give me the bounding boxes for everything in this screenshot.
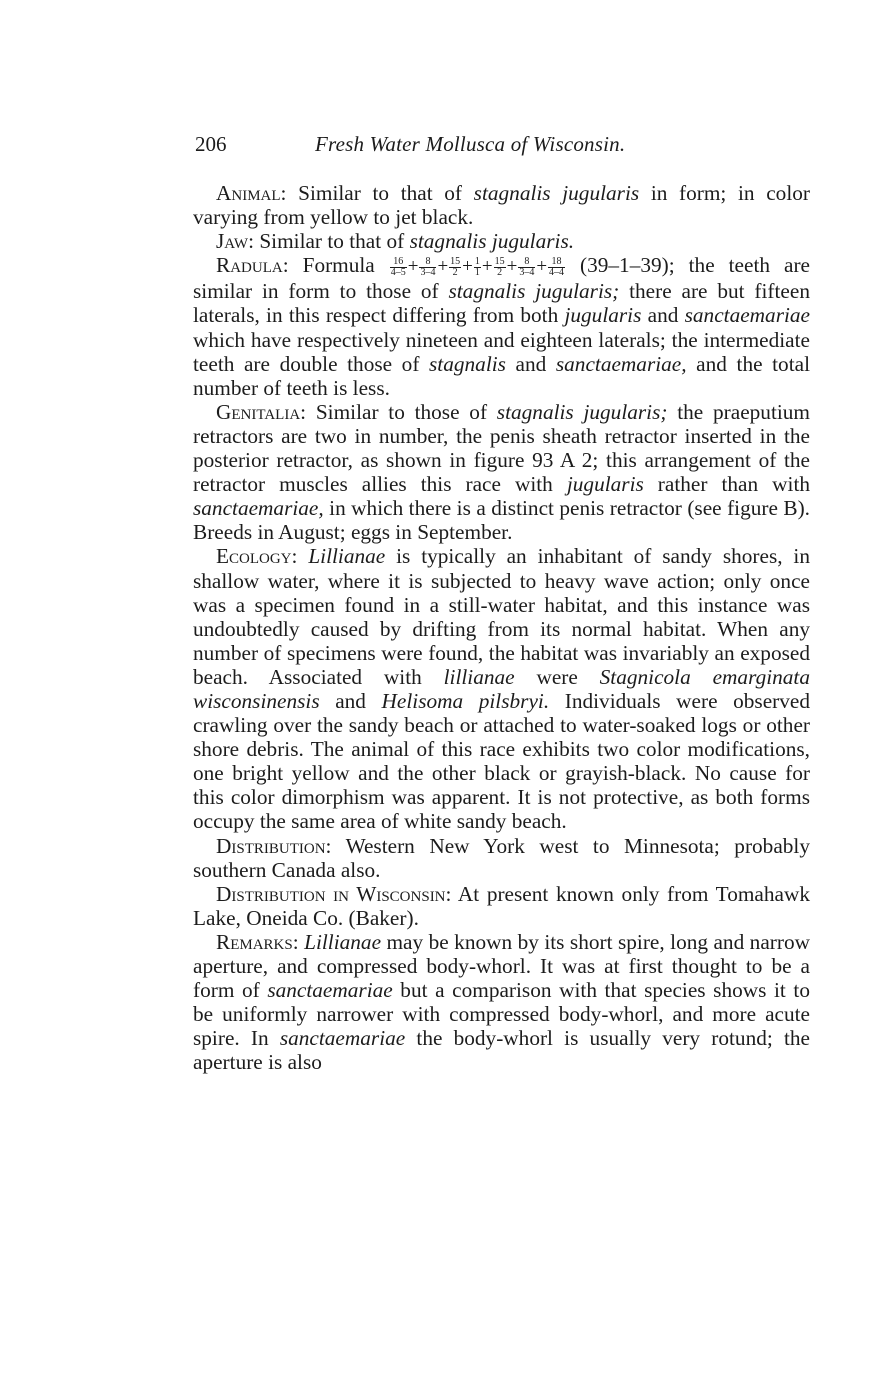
italic-term: jugularis bbox=[566, 472, 644, 497]
fraction-numerator: 18 bbox=[548, 257, 565, 268]
text-segment: Individuals were observed crawling over the sandy beach or attached to water-soaked logs or other shore debris. The animal of this race exhibits two color modifications, one bright yellow and the other black or grayish-black. No cause for this color dimorphism was apparent. It is not protective, as both forms occupy the same area of white sandy beach. bbox=[193, 688, 810, 834]
fraction-denominator: 4–5 bbox=[390, 266, 406, 278]
radula-formula bbox=[389, 253, 566, 277]
paragraph-ecology bbox=[193, 544, 810, 833]
text-segment: Similar to those of bbox=[306, 399, 497, 424]
fraction-numerator: 8 bbox=[419, 257, 436, 268]
italic-term: sanctaemariae bbox=[267, 978, 393, 1003]
formula-fraction bbox=[494, 257, 506, 278]
formula-fraction bbox=[390, 257, 407, 278]
text-segment: the teeth are similar in form to those of bbox=[193, 253, 810, 304]
heading-ecology: Ecology: bbox=[216, 544, 298, 569]
text-segment: Similar to that of bbox=[286, 181, 474, 205]
text-segment: and the total number of teeth is less. bbox=[193, 351, 810, 400]
italic-term: stagnalis jugularis; bbox=[496, 399, 668, 424]
italic-term: stagnalis jugularis bbox=[473, 181, 640, 205]
paragraph-genitalia bbox=[193, 400, 810, 545]
fraction-denominator: 1 bbox=[474, 266, 480, 278]
heading-distribution-wisconsin: Distribution in Wisconsin: bbox=[216, 881, 452, 906]
fraction-numerator: 16 bbox=[390, 257, 407, 268]
heading-distribution: Distribution: bbox=[216, 833, 332, 858]
text-segment: and bbox=[319, 688, 382, 713]
italic-term: stagnalis jugularis; bbox=[448, 279, 620, 304]
paragraph-animal bbox=[193, 181, 810, 229]
formula-plus: + bbox=[506, 256, 518, 278]
paragraph-radula bbox=[193, 253, 810, 400]
text-segment: and bbox=[505, 351, 556, 376]
text-segment: were bbox=[514, 664, 600, 689]
italic-term: lillianae bbox=[443, 664, 515, 689]
formula-fraction bbox=[449, 257, 461, 278]
formula-fraction bbox=[419, 257, 436, 278]
formula-plus: + bbox=[407, 256, 419, 278]
formula-fraction bbox=[518, 257, 535, 278]
text-segment: there are but fifteen laterals, in this respect differing from both bbox=[193, 279, 810, 328]
paragraph-jaw bbox=[193, 229, 810, 253]
paragraph-distribution bbox=[193, 834, 810, 882]
heading-animal: Animal: bbox=[216, 181, 287, 205]
text-segment: the body-whorl is usually very rotund; the aperture is also bbox=[193, 1026, 810, 1075]
fraction-numerator: 15 bbox=[450, 255, 461, 267]
fraction-denominator: 4–4 bbox=[549, 266, 565, 278]
formula-plus: + bbox=[481, 256, 493, 278]
fraction-numerator: 8 bbox=[518, 257, 535, 268]
formula-plus: + bbox=[437, 256, 449, 278]
italic-term: sanctaemariae, bbox=[555, 351, 687, 376]
text-segment: in which there is a distinct penis retractor (see figure B). Breeds in August; eggs in September. bbox=[193, 496, 810, 545]
text-segment: Western New York west to Minnesota; probably southern Canada also. bbox=[193, 833, 810, 882]
paragraph-distribution-wisconsin bbox=[193, 882, 810, 930]
tooth-count: (39–1–39); bbox=[566, 253, 675, 278]
italic-term: sanctaemariae bbox=[684, 303, 810, 328]
fraction-numerator: 1 bbox=[474, 255, 480, 267]
paragraph-remarks bbox=[193, 930, 810, 1075]
formula-plus: + bbox=[536, 256, 548, 278]
text-segment: is typically an inhabitant of sandy shores, in shallow water, where it is subjected to heavy wave action; only once was a specimen found in a still-water habitat, and this instance was undoubtedly caused by drifting from its normal habitat. When any number of specimens were found, the habitat was invariably an exposed beach. Associated with bbox=[193, 544, 810, 689]
formula-fraction bbox=[474, 257, 481, 278]
formula-fraction bbox=[548, 257, 565, 278]
text-segment: the praeputium retractors are two in number, the penis sheath retractor inserted in the posterior retractor, as shown in figure 93 A 2; this arrangement of the retractor muscles allies this race with bbox=[193, 399, 810, 497]
page-number: 206 bbox=[195, 132, 227, 156]
italic-term: stagnalis bbox=[429, 351, 506, 376]
fraction-denominator: 3–4 bbox=[420, 266, 436, 278]
formula-plus: + bbox=[462, 256, 473, 278]
running-title: Fresh Water Mollusca of Wisconsin. bbox=[315, 132, 626, 156]
text-segment: rather than with bbox=[643, 472, 811, 497]
fraction-denominator: 2 bbox=[452, 266, 458, 278]
body-text bbox=[193, 181, 810, 1074]
text-segment: but a comparison with that species shows it to be uniformly narrower with compressed body-whorl, and more acute spire. In bbox=[193, 978, 810, 1051]
italic-term: Lillianae bbox=[304, 929, 382, 954]
text-segment: Similar to that of bbox=[254, 229, 410, 254]
italic-term: Stagnicola emarginata wisconsinensis bbox=[193, 664, 810, 713]
fraction-numerator: 15 bbox=[494, 255, 505, 267]
italic-term: stagnalis jugularis. bbox=[409, 229, 575, 254]
heading-jaw: Jaw: bbox=[216, 229, 254, 254]
heading-genitalia: Genitalia: bbox=[216, 399, 307, 424]
text-segment: which have respectively nineteen and eighteen laterals; the intermediate teeth are double those of bbox=[193, 327, 810, 376]
fraction-denominator: 2 bbox=[497, 266, 503, 278]
fraction-denominator: 3–4 bbox=[519, 266, 535, 278]
heading-radula: Radula: bbox=[216, 253, 289, 278]
italic-term: Lillianae bbox=[308, 544, 386, 569]
heading-remarks: Remarks: bbox=[216, 929, 299, 954]
text-segment: in form; in color varying from yellow to jet black. bbox=[193, 181, 810, 230]
text-segment: At present known only from Tomahawk Lake, Oneida Co. (Baker). bbox=[193, 881, 810, 930]
text-segment: Formula bbox=[288, 253, 389, 278]
page-header bbox=[193, 128, 810, 160]
italic-term: sanctaemariae bbox=[279, 1026, 406, 1051]
italic-term: jugularis bbox=[564, 303, 642, 328]
italic-term: sanctaemariae, bbox=[193, 496, 324, 521]
text-segment: and bbox=[641, 303, 685, 328]
text-segment: may be known by its short spire, long and narrow aperture, and compressed body-whorl. It was at first thought to be a form of bbox=[193, 929, 810, 1003]
italic-term: Helisoma pilsbryi. bbox=[381, 688, 550, 713]
